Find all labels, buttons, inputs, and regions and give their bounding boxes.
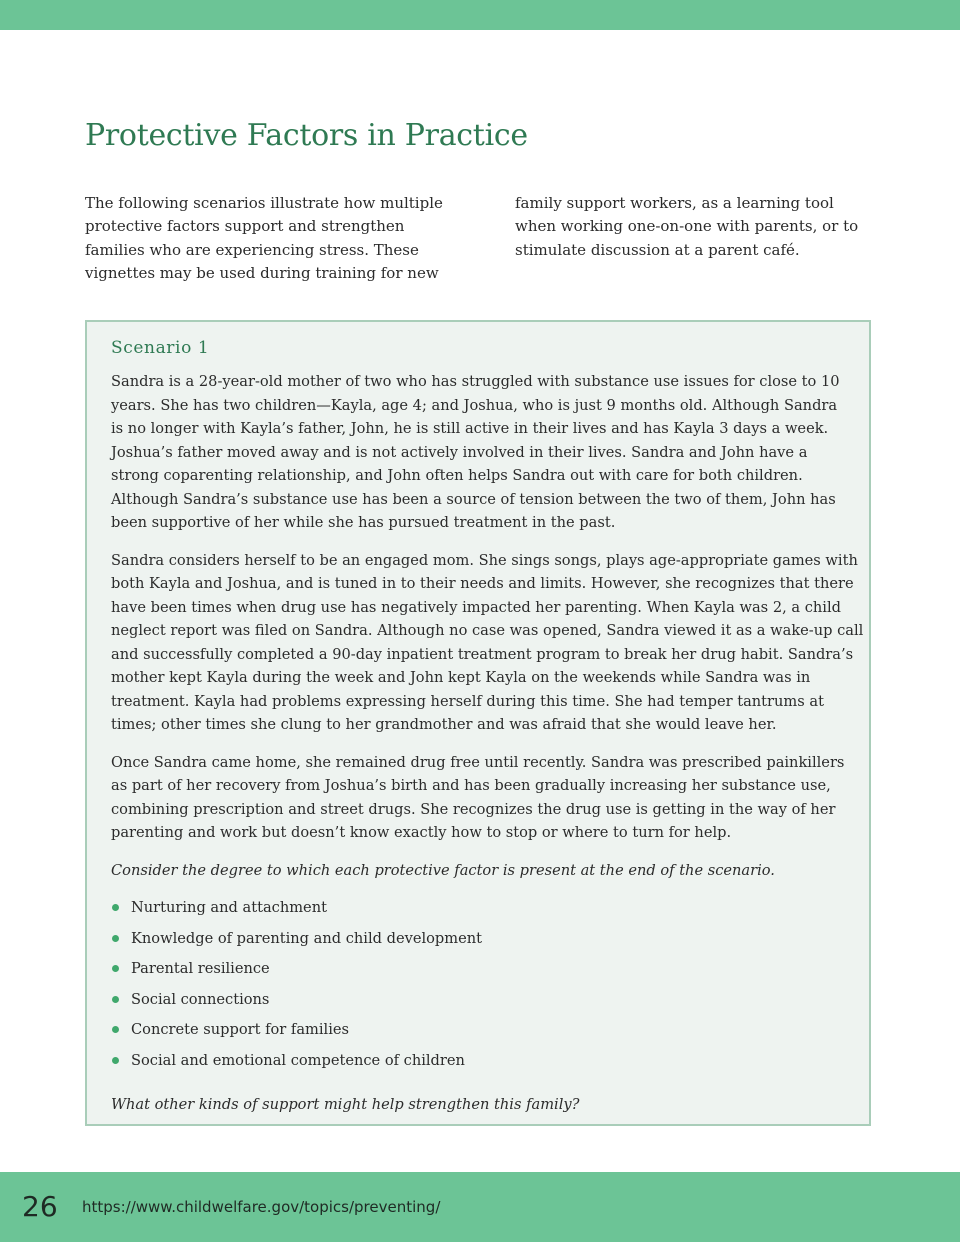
list-item: Social and emotional competence of children bbox=[111, 1049, 851, 1080]
text-line: mother kept Kayla during the week and John kept Kayla on the weekends while Sandra was in bbox=[111, 669, 811, 686]
text-line: as part of her recovery from Joshua’s birth and has been gradually increasing her substance use, bbox=[111, 777, 831, 794]
text-line: treatment. Kayla had problems expressing herself during this time. She had temper tantrums at bbox=[111, 692, 824, 710]
scenario-content bbox=[111, 338, 864, 1131]
text-line: parenting and work but doesn’t know exactly how to stop or where to turn for help. bbox=[111, 824, 732, 841]
footer-link[interactable]: https://www.childwelfare.gov/topics/preventing/ bbox=[82, 1198, 441, 1216]
intro-line: families who are experiencing stress. These bbox=[85, 240, 419, 259]
scenario-paragraph-3 bbox=[111, 751, 851, 845]
list-item: Concrete support for families bbox=[111, 1018, 851, 1049]
top-accent-bar bbox=[0, 0, 960, 30]
list-item: Social connections bbox=[111, 988, 851, 1019]
text-line: Although Sandra’s substance use has been a source of tension between the two of them, John has bbox=[111, 490, 836, 508]
scenario-box bbox=[85, 320, 871, 1126]
bullet-icon bbox=[112, 904, 119, 911]
text-line: Joshua’s father moved away and is not actively involved in their lives. Sandra and John have a bbox=[111, 443, 808, 461]
scenario-question: What other kinds of support might help strengthen this family? bbox=[111, 1096, 580, 1113]
text-line: and successfully completed a 90-day inpatient treatment program to break her drug habit. Sandra’s bbox=[111, 645, 854, 663]
text-line: neglect report was filed on Sandra. Although no case was opened, Sandra viewed it as a wake-up call bbox=[111, 622, 864, 639]
intro-line: vignettes may be used during training for new bbox=[85, 264, 439, 283]
intro-line: when working one-on-one with parents, or to bbox=[515, 217, 859, 236]
intro-line: protective factors support and strengthen bbox=[85, 217, 405, 236]
text-line: Sandra considers herself to be an engaged mom. She sings songs, plays age-appropriate games with bbox=[111, 551, 858, 569]
text-line: been supportive of her while she has pursued treatment in the past. bbox=[111, 514, 616, 531]
intro-line: stimulate discussion at a parent café. bbox=[515, 240, 800, 259]
scenario-prompt: Consider the degree to which each protective factor is present at the end of the scenario. bbox=[111, 861, 775, 879]
scenario-paragraph-1 bbox=[111, 370, 851, 535]
scenario-title: Scenario 1 bbox=[111, 338, 210, 358]
page-number: 26 bbox=[22, 1190, 58, 1223]
intro-line: family support workers, as a learning tool bbox=[515, 194, 834, 212]
text-line: both Kayla and Joshua, and is tuned in to their needs and limits. However, she recognizes that there bbox=[111, 575, 854, 592]
bullet-icon bbox=[112, 996, 119, 1003]
page-title: Protective Factors in Practice bbox=[85, 118, 528, 153]
text-line: Sandra is a 28-year-old mother of two who has struggled with substance use issues for close to 10 bbox=[111, 373, 840, 390]
list-item: Knowledge of parenting and child development bbox=[111, 927, 851, 958]
text-line: combining prescription and street drugs. She recognizes the drug use is getting in the way of her bbox=[111, 800, 836, 818]
protective-factor-list bbox=[111, 896, 851, 1079]
list-item: Nurturing and attachment bbox=[111, 896, 851, 927]
bullet-icon bbox=[112, 1057, 119, 1064]
scenario-paragraph-2 bbox=[111, 549, 864, 737]
bullet-icon bbox=[112, 935, 119, 942]
bullet-icon bbox=[112, 1026, 119, 1033]
text-line: strong coparenting relationship, and John often helps Sandra out with care for both children. bbox=[111, 467, 803, 484]
text-line: is no longer with Kayla’s father, John, he is still active in their lives and has Kayla 3 days a week. bbox=[111, 420, 829, 437]
intro-line: The following scenarios illustrate how multiple bbox=[85, 194, 443, 212]
intro-right-column bbox=[515, 192, 865, 262]
list-item: Parental resilience bbox=[111, 957, 851, 988]
text-line: have been times when drug use has negatively impacted her parenting. When Kayla was 2, a child bbox=[111, 598, 841, 616]
intro-left-column bbox=[85, 192, 445, 286]
text-line: Once Sandra came home, she remained drug free until recently. Sandra was prescribed painkillers bbox=[111, 753, 845, 771]
text-line: years. She has two children—Kayla, age 4; and Joshua, who is just 9 months old. Although Sandra bbox=[111, 396, 838, 414]
text-line: times; other times she clung to her grandmother and was afraid that she would leave her. bbox=[111, 716, 777, 733]
bullet-icon bbox=[112, 965, 119, 972]
